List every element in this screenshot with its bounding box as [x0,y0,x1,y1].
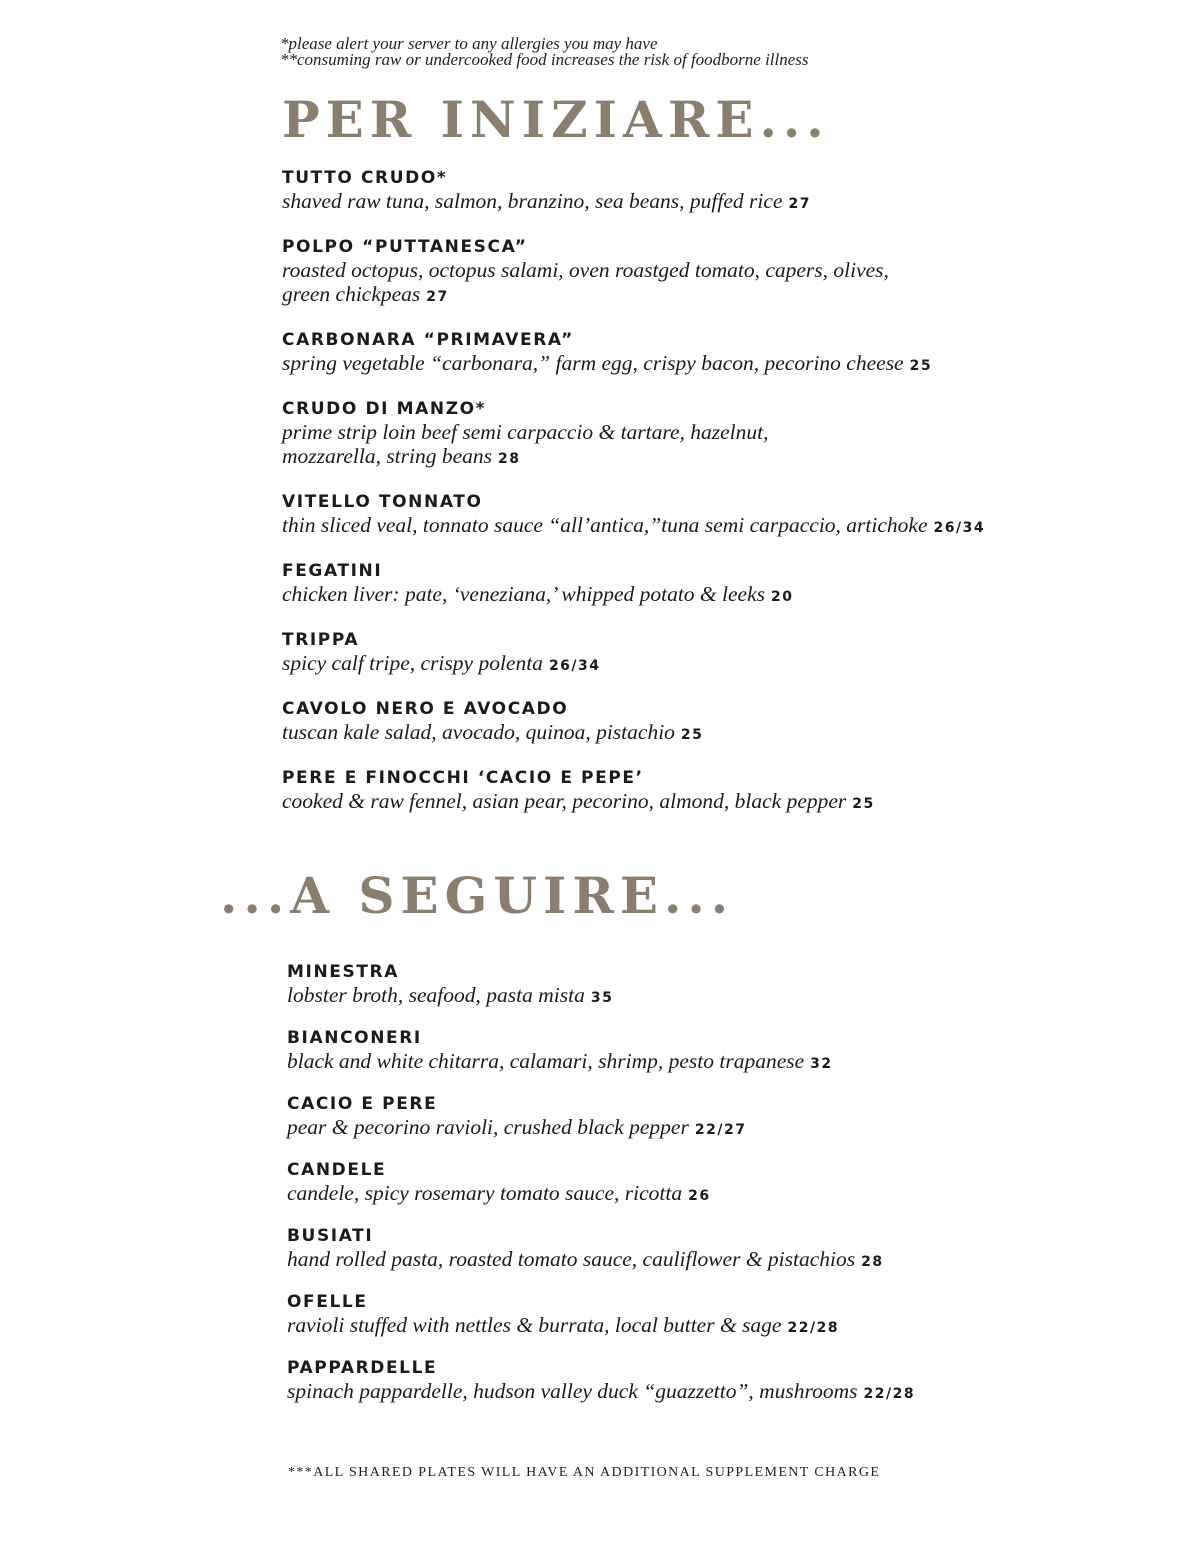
section-title-per-iniziare: PER INIZIARE... [282,90,830,149]
menu-item-description [282,789,1182,816]
menu-item-price: 20 [771,589,794,605]
menu-item-name: TUTTO CRUDO* [282,168,448,188]
menu-item-name: BIANCONERI [287,1028,422,1048]
menu-item-name: MINESTRA [287,962,399,982]
menu-item-description [287,1379,1187,1406]
menu-item-price: 26/34 [933,520,986,536]
menu-item-description [282,189,1182,216]
menu-item [282,329,1182,378]
menu-item-description [282,258,1182,282]
menu-item-description [282,444,1182,471]
menu-item [282,767,1182,816]
menu-item-description [282,582,1182,609]
menu-item-description-text: spinach pappardelle, hudson valley duck “guazzetto”, mushrooms [287,1379,858,1403]
menu-item-description [287,1247,1187,1274]
menu-item [282,629,1182,678]
menu-item-description-text: cooked & raw fennel, asian pear, pecorino, almond, black pepper [282,789,847,813]
allergy-note: *please alert your server to any allergies you may have [280,34,658,53]
menu-item-description [287,1115,1187,1142]
raw-food-note: **consuming raw or undercooked food increases the risk of foodborne illness [280,50,809,69]
menu-item-name: FEGATINI [282,561,383,581]
menu-item-name: BUSIATI [287,1226,374,1246]
menu-item-price: 32 [810,1056,833,1072]
menu-item [287,1093,1187,1142]
menu-item-description-text: black and white chitarra, calamari, shrimp, pesto trapanese [287,1049,805,1073]
menu-item-description-text: roasted octopus, octopus salami, oven roastged tomato, capers, olives, [282,258,889,282]
menu-item-name: CANDELE [287,1160,387,1180]
menu-item-price: 25 [852,796,875,812]
menu-item-description-text: spicy calf tripe, crispy polenta [282,651,543,675]
menu-item-price: 25 [909,358,933,374]
menu-item-name: CAVOLO NERO E AVOCADO [282,699,569,719]
menu-item [282,398,1182,471]
menu-item-description-text: tuscan kale salad, avocado, quinoa, pistachio [282,720,675,744]
menu-item-description [282,651,1182,678]
menu-item-description-text: pear & pecorino ravioli, crushed black pepper [287,1115,689,1139]
menu-item-description-text: candele, spicy rosemary tomato sauce, ricotta [287,1181,683,1205]
menu-item-description-text: shaved raw tuna, salmon, branzino, sea beans, puffed rice [282,189,783,213]
menu-item [287,1291,1187,1340]
menu-item-price: 35 [590,990,614,1006]
menu-item-price: 22/28 [863,1386,916,1402]
menu-item-name: PERE E FINOCCHI ‘CACIO E PEPE’ [282,768,644,788]
menu-item-name: VITELLO TONNATO [282,492,483,512]
menu-item-description [287,1313,1187,1340]
menu-item-price: 27 [788,196,811,212]
menu-item-name: CACIO E PERE [287,1094,438,1114]
menu-item-description-text: hand rolled pasta, roasted tomato sauce, cauliflower & pistachios [287,1247,856,1271]
menu-item [282,167,1182,216]
menu-item [287,961,1187,1010]
menu-item-name: CARBONARA “PRIMAVERA” [282,330,574,350]
menu-item-description-text: spring vegetable “carbonara,” farm egg, crispy bacon, pecorino cheese [282,351,904,375]
menu-item-description [282,720,1182,747]
menu-item-price: 26/34 [548,658,601,674]
menu-item-name: OFELLE [287,1292,368,1312]
menu-item [287,1357,1187,1406]
menu-item-description-text: thin sliced veal, tonnato sauce “all’antica,”tuna semi carpaccio, artichoke [282,513,928,537]
menu-item-price: 26 [688,1188,711,1204]
menu-item-price: 28 [861,1254,884,1270]
menu-item [287,1225,1187,1274]
menu-item-name: PAPPARDELLE [287,1358,438,1378]
menu-item-description [287,983,1187,1010]
menu-item-name: POLPO “PUTTANESCA” [282,237,528,257]
menu-item-description-text: ravioli stuffed with nettles & burrata, local butter & sage [287,1313,782,1337]
menu-item [282,491,1182,540]
menu-item [282,236,1182,309]
menu-item-description [287,1181,1187,1208]
menu-item-description-text: lobster broth, seafood, pasta mista [287,983,585,1007]
menu-item-description-text: chicken liver: pate, ‘veneziana,’ whipped potato & leeks [282,582,765,606]
menu-item [287,1159,1187,1208]
menu-item-description [287,1049,1187,1076]
menu-item-price: 22/27 [694,1122,747,1138]
menu-list-a-seguire [287,961,1187,1406]
menu-item-description-text: prime strip loin beef semi carpaccio & tartare, hazelnut, [282,420,769,444]
section-title-a-seguire: ...A SEGUIRE... [220,866,735,925]
menu-item-description [282,351,1182,378]
menu-item [282,698,1182,747]
menu-item-description [282,420,1182,444]
menu-item-price: 28 [498,451,521,467]
menu-list-per-iniziare [282,167,1182,816]
menu-item-name: TRIPPA [282,630,360,650]
menu-item-name: CRUDO DI MANZO* [282,399,487,419]
menu-item-description [282,282,1182,309]
supplement-charge-note: ***ALL SHARED PLATES WILL HAVE AN ADDITIONAL SUPPLEMENT CHARGE [288,1465,881,1480]
menu-item-description-text: mozzarella, string beans [282,444,493,468]
menu-item-price: 27 [426,289,449,305]
menu-item-description [282,513,1182,540]
menu-item-price: 25 [680,727,704,743]
menu-item-description-text: green chickpeas [282,282,421,306]
menu-item [287,1027,1187,1076]
menu-item [282,560,1182,609]
allergy-notes [280,36,809,68]
menu-item-price: 22/28 [787,1320,840,1336]
